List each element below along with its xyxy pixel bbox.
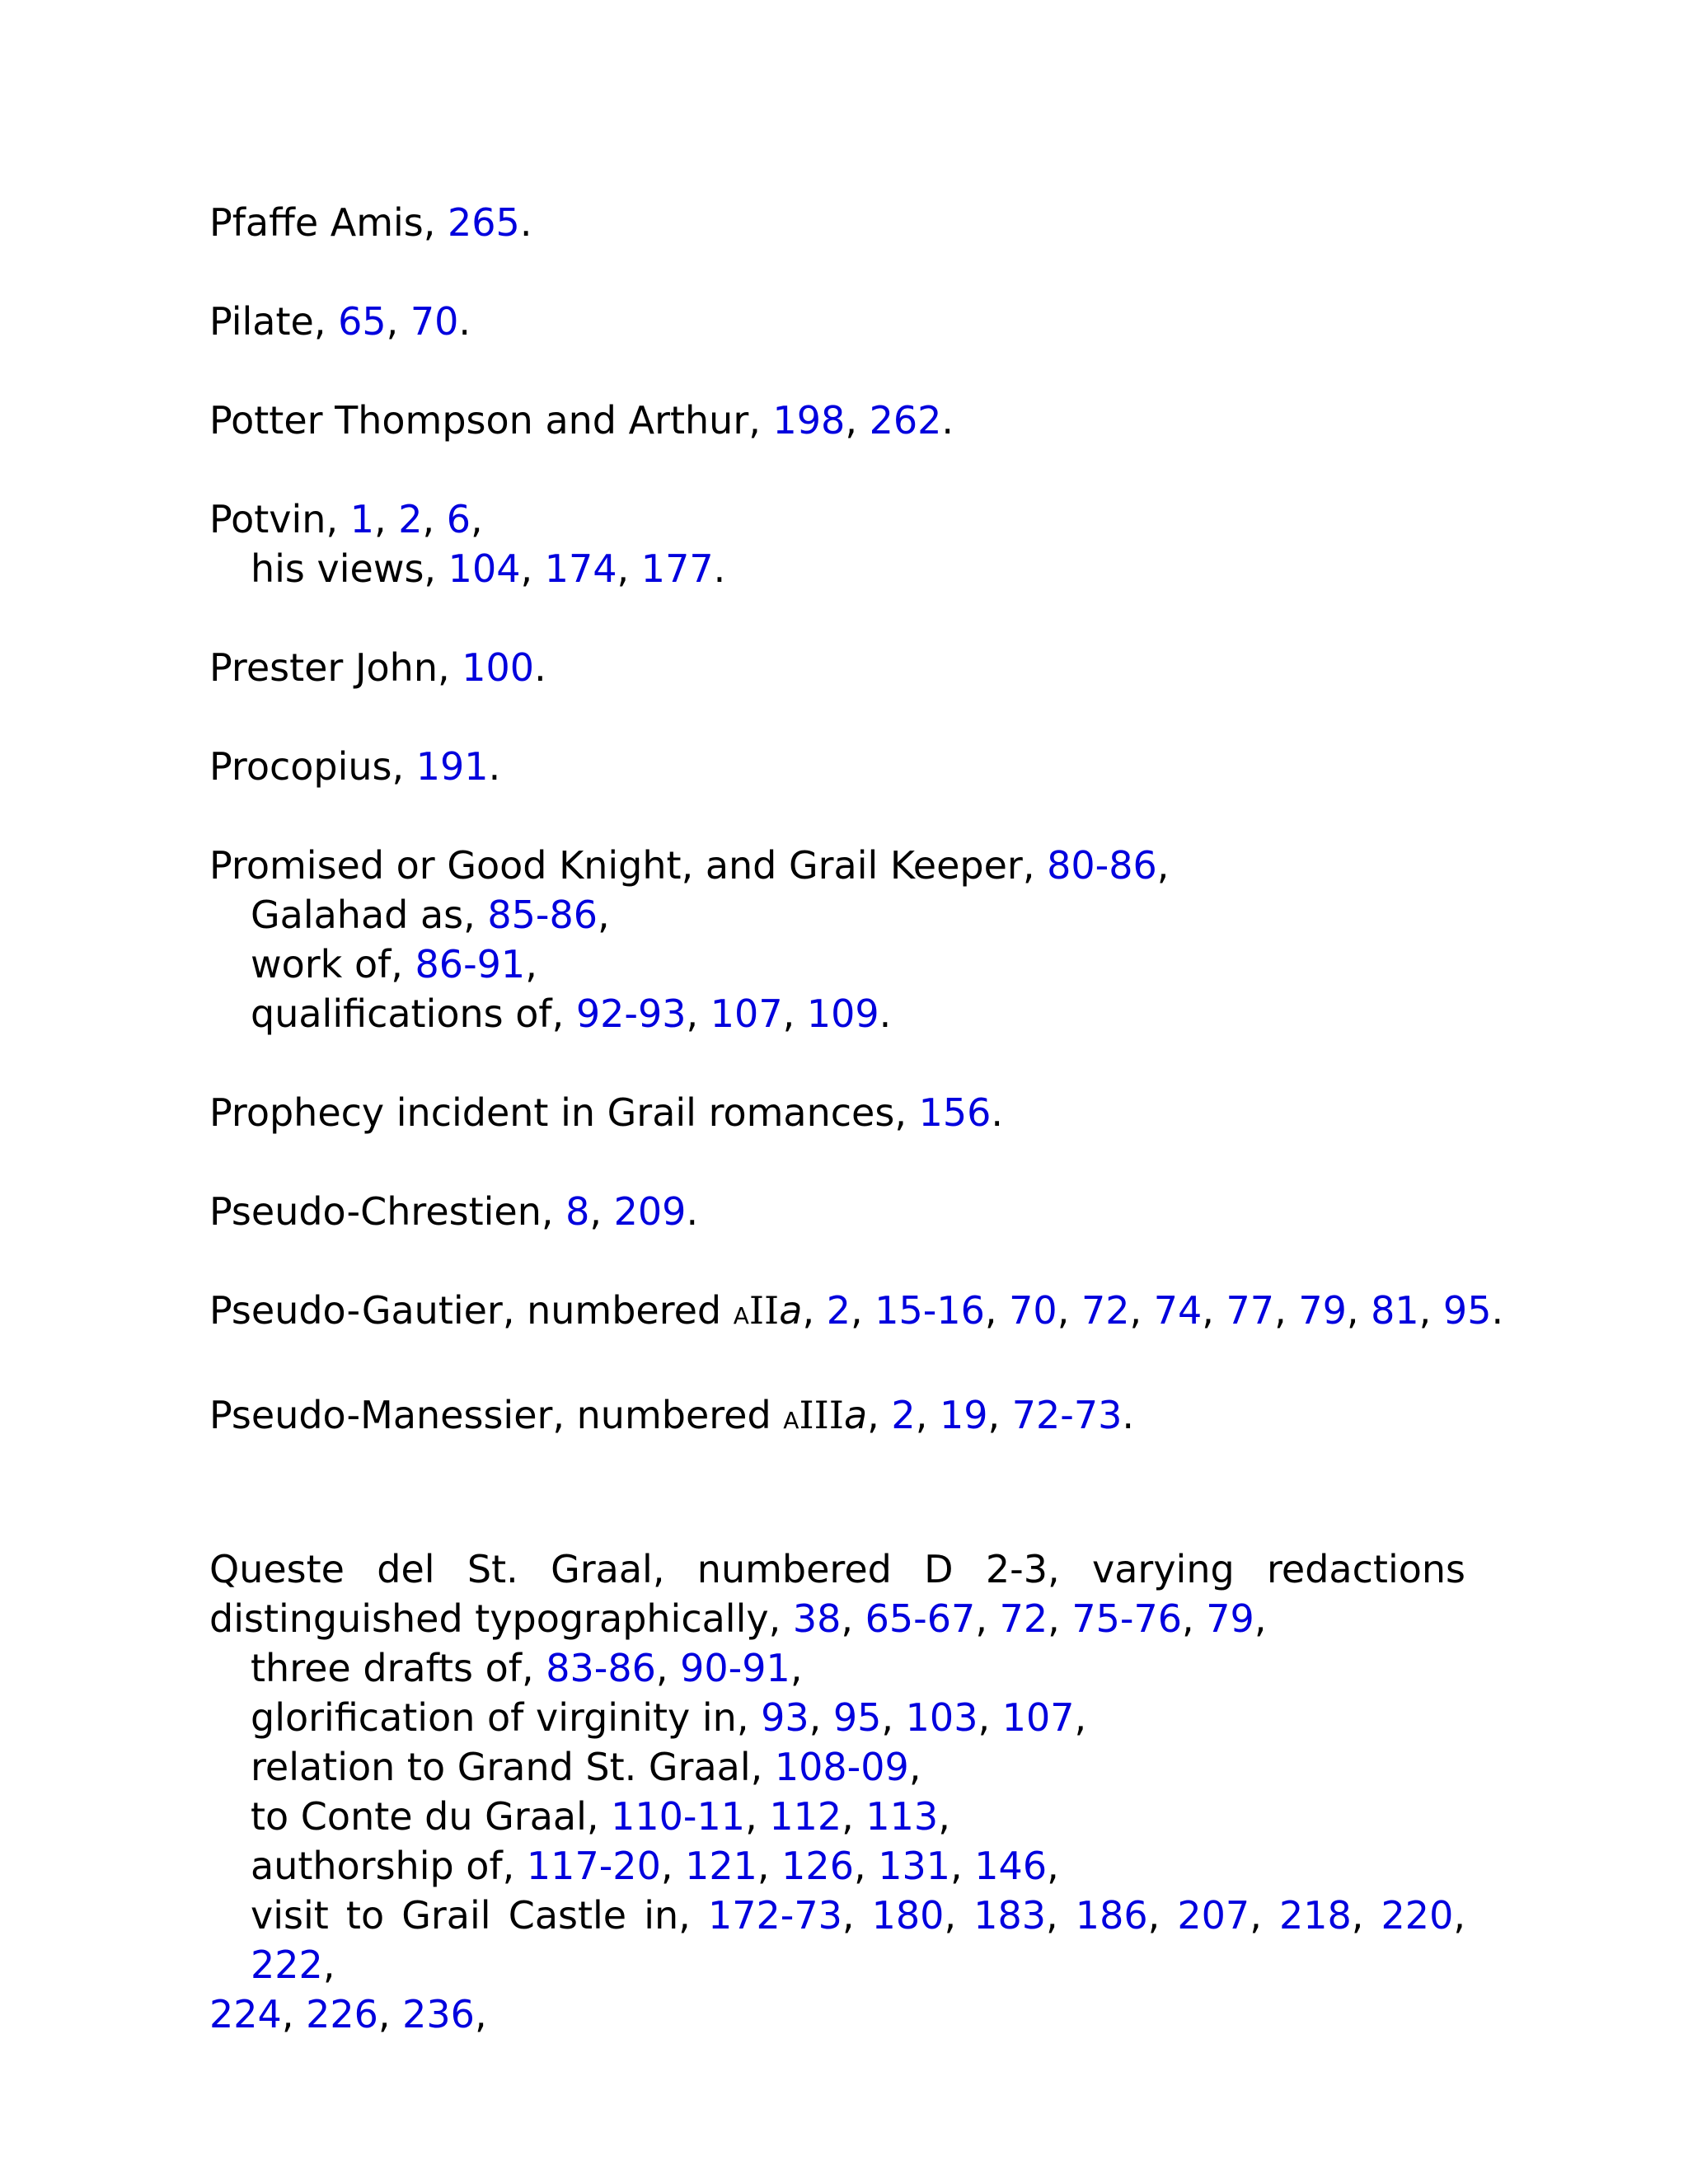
page-ref-link[interactable]: 2 [826,1288,851,1333]
page-ref-link[interactable]: 177 [640,546,714,591]
punct: . [519,200,532,245]
page-ref-link[interactable]: 81 [1371,1288,1419,1333]
sub-entry: three drafts of, 83-86, 90-91, [251,1646,803,1690]
punct: , [322,1943,335,1987]
page-ref-link[interactable]: 226 [306,1992,378,2036]
page-ref-link[interactable]: 218 [1278,1893,1352,1938]
page-ref-link[interactable]: 209 [613,1189,687,1234]
page-ref-link[interactable]: 113 [865,1794,939,1839]
entry-heading: Pseudo-Manessier, numbered [209,1393,784,1437]
punct: . [488,744,501,789]
entry-heading: Pfaffe Amis [209,200,424,245]
punct: . [686,1189,699,1234]
sub-entry: work of, 86-91, [251,942,537,987]
punct: . [879,991,892,1036]
page-ref-link[interactable]: 109 [806,991,879,1036]
page-ref-link[interactable]: 95 [832,1695,882,1740]
page-ref-link[interactable]: 236 [402,1992,475,2036]
index-entry: Pfaffe Amis, 265. [209,200,532,245]
entry-heading: Pseudo-Chrestien [209,1189,542,1234]
index-entry: Prophecy incident in Grail romances, 156. [209,1090,1004,1135]
page-ref-link[interactable]: 180 [871,1893,945,1938]
index-entry: Potvin, 1, 2, 6, his views, 104, 174, 177. [209,494,1465,593]
page-ref-link[interactable]: 79 [1206,1596,1254,1641]
page-ref-link[interactable]: 86-91 [415,942,526,987]
sub-entry-text: to Conte du Graal [251,1794,587,1839]
page-ref-link[interactable]: 83-86 [546,1646,656,1690]
page-ref-link[interactable]: 224 [209,1992,282,2036]
sub-entry-text: work of [251,942,392,987]
roman-numeral: III [799,1393,844,1437]
sub-entry-continuation: 224, 226, 236, [209,1992,487,2036]
page-ref-link[interactable]: 2 [398,497,423,541]
page-ref-link[interactable]: 72 [1081,1288,1130,1333]
page-ref-link[interactable]: 93 [761,1695,809,1740]
page-ref-link[interactable]: 2 [891,1393,916,1437]
page-ref-link[interactable]: 95 [1442,1288,1492,1333]
sub-entry: relation to Grand St. Graal, 108-09, [251,1745,921,1789]
entry-heading: Prester John [209,645,438,690]
page-ref-link[interactable]: 8 [565,1189,590,1234]
page-ref-link[interactable]: 15-16 [874,1288,985,1333]
entry-heading: Potter Thompson and Arthur [209,398,749,443]
punct: . [941,398,954,443]
page-ref-link[interactable]: 107 [710,991,783,1036]
sub-entry: authorship of, 117-20, 121, 126, 131, 146, [251,1844,1059,1888]
punct: . [991,1090,1004,1135]
page-ref-link[interactable]: 103 [905,1695,978,1740]
sub-entry: Galahad as, 85-86, [251,893,610,937]
index-entry: Prester John, 100. [209,645,546,690]
page-ref-link[interactable]: 100 [462,645,535,690]
punct: . [1491,1288,1504,1333]
sub-entry-text: glorification of virginity in [251,1695,737,1740]
entry-heading: Prophecy incident in Grail romances [209,1090,895,1135]
punct: , [790,1646,803,1690]
page-ref-link[interactable]: 117-20 [526,1844,661,1888]
page-ref-link[interactable]: 191 [415,744,489,789]
page-ref-link[interactable]: 186 [1075,1893,1148,1938]
index-entry: Pseudo-Gautier, numbered AIIa, 2, 15-16, 70, 72, 74, 77, 79, 81, 95. [209,1288,1504,1333]
page-ref-link[interactable]: 65 [338,299,387,344]
page-ref-link[interactable]: 146 [974,1844,1048,1888]
sub-entry: visit to Grail Castle in, 172-73, 180, 183, 186, 207, 218, 220, 222, [251,1893,1465,1987]
page-ref-link[interactable]: 126 [781,1844,854,1888]
page-ref-link[interactable]: 80-86 [1047,843,1157,888]
page-ref-link[interactable]: 74 [1153,1288,1203,1333]
punct: . [534,645,546,690]
roman-numeral: II [748,1288,780,1333]
sub-entry: to Conte du Graal, 110-11, 112, 113, [251,1794,950,1839]
page-ref-link[interactable]: 65-67 [865,1596,976,1641]
sub-entry-text: visit to Grail Castle in [251,1893,679,1938]
page-ref-link[interactable]: 108-09 [774,1745,909,1789]
page-ref-link[interactable]: 265 [448,200,520,245]
page-ref-link[interactable]: 104 [448,546,521,591]
punct: , [1254,1596,1267,1641]
page-ref-link[interactable]: 72-73 [1011,1393,1123,1437]
punct: , [474,1992,487,2036]
page-ref-link[interactable]: 174 [544,546,617,591]
sub-entry-text: his views [251,546,424,591]
punct: , [471,497,483,541]
entry-heading-cont: distinguished typographically [209,1596,769,1641]
page-ref-link[interactable]: 207 [1177,1893,1250,1938]
page-ref-link[interactable]: 262 [869,398,942,443]
entry-heading: Procopius [209,744,392,789]
entry-heading: Pilate [209,299,314,344]
sub-entry-text: Galahad as [251,893,464,937]
sub-entry-text: three drafts of [251,1646,522,1690]
italic-letter: a [779,1288,803,1333]
index-entry: Potter Thompson and Arthur, 198, 262. [209,398,954,443]
page-ref-link[interactable]: 6 [446,497,471,541]
page-ref-link[interactable]: 1 [349,497,374,541]
page-ref-link[interactable]: 85-86 [487,893,598,937]
page-ref-link[interactable]: 70 [1009,1288,1057,1333]
index-entry: Promised or Good Knight, and Grail Keeper, 80-86, Galahad as, 85-86, work of, 86-91, qualifications of, 92-93, 107, 109. [209,841,1465,1038]
entry-heading: Potvin [209,497,326,541]
entry-head-line [209,1544,1465,1594]
page-ref-link[interactable]: 38 [792,1596,842,1641]
page-ref-link[interactable]: 172-73 [707,1893,842,1938]
page-ref-link[interactable]: 131 [878,1844,951,1888]
punct: , [1156,843,1170,888]
page-ref-link[interactable]: 183 [973,1893,1047,1938]
sub-entry-text: qualifications of [251,991,552,1036]
page-ref-link[interactable]: 70 [410,299,459,344]
index-entry: Pseudo-Manessier, numbered AIIIa, 2, 19, 72-73. [209,1393,1135,1437]
punct: , [938,1794,950,1839]
page-ref-link[interactable]: 72 [999,1596,1048,1641]
punct: , [598,893,610,937]
page-ref-link[interactable]: 90-91 [680,1646,790,1690]
punct: , [1074,1695,1087,1740]
index-entry: Queste del St. Graal, numbered D 2-3, varying redactions distinguished typographically, 38, 65-67, 72, 75-76, 79, three drafts of, 83-86, 90-91, glorification of virginity in, 93, 95, 103, 107, relation to Grand St. Graal, 108-09, to Conte du Graal, 110-11, 112, 113, authorship of, 117-20, 121, 126, 131, 146, visit to Grail Castle in, 172-73, 180, 183, 186, 207, 218, 220, 222, 224, 226, 236, [209,1544,1465,2039]
sub-entry: his views, 104, 174, 177. [251,546,726,591]
page-ref-link[interactable]: 222 [251,1943,323,1987]
page-ref-link[interactable]: 112 [769,1794,842,1839]
page-ref-link[interactable]: 107 [1001,1695,1075,1740]
punct: , [525,942,537,987]
page-ref-link[interactable]: 220 [1381,1893,1454,1938]
index-entry: Pseudo-Chrestien, 8, 209. [209,1189,699,1234]
sub-entry-text: relation to Grand St. Graal [251,1745,751,1789]
punct: , [908,1745,921,1789]
index-entry: Procopius, 191. [209,744,501,789]
small-cap-letter: A [783,1407,799,1434]
punct: . [458,299,471,344]
page-ref-link[interactable]: 156 [918,1090,992,1135]
page-ref-link[interactable]: 121 [685,1844,757,1888]
entry-heading: Queste del St. Graal, numbered D 2-3, varying redactions [209,1547,1465,1591]
entry-heading: Pseudo-Gautier, numbered [209,1288,734,1333]
page-ref-link[interactable]: 77 [1226,1288,1275,1333]
punct: , [1047,1844,1059,1888]
small-cap-letter: A [733,1302,749,1329]
entry-heading: Promised or Good Knight, and Grail Keeper [209,843,1023,888]
page-ref-link[interactable]: 92-93 [575,991,687,1036]
page-ref-link[interactable]: 198 [772,398,846,443]
sub-entry: glorification of virginity in, 93, 95, 103, 107, [251,1695,1087,1740]
page-ref-link[interactable]: 79 [1298,1288,1347,1333]
sub-entry-text: authorship of [251,1844,503,1888]
index-entry: Pilate, 65, 70. [209,299,471,344]
page-ref-link[interactable]: 19 [939,1393,988,1437]
sub-entry: qualifications of, 92-93, 107, 109. [251,991,892,1036]
punct: . [1122,1393,1135,1437]
italic-letter: a [843,1393,868,1437]
page-ref-link[interactable]: 110-11 [611,1794,746,1839]
punct: . [713,546,726,591]
page-ref-link[interactable]: 75-76 [1071,1596,1183,1641]
